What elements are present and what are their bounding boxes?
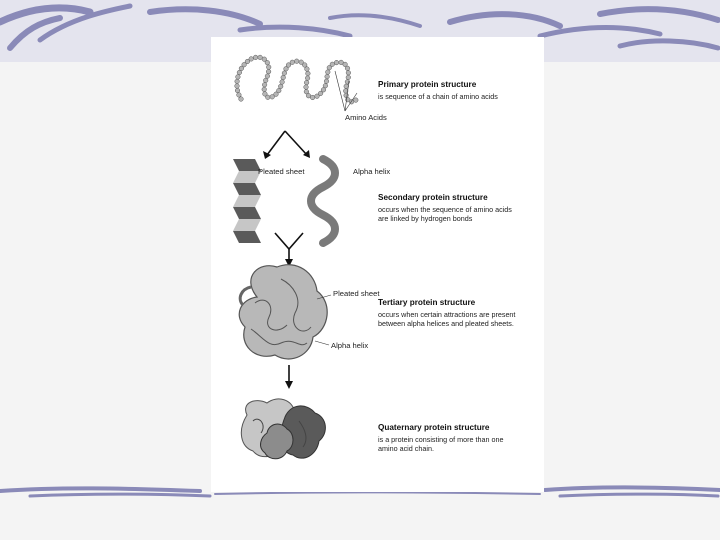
amino-acid-bead	[290, 60, 295, 65]
alpha-helix-label: Alpha helix	[353, 167, 391, 176]
amino-acid-bead	[310, 95, 315, 100]
split-arrows	[267, 131, 307, 155]
alpha-helix	[311, 159, 335, 243]
amino-acid-bead	[237, 93, 242, 98]
amino-acid-bead	[326, 70, 331, 75]
amino-acids-label: Amino Acids	[345, 113, 387, 122]
tertiary-structure-title: Tertiary protein structure	[378, 298, 476, 307]
amino-acid-bead	[334, 60, 339, 65]
pleated-sheet	[233, 159, 261, 243]
tertiary-structure-desc-line1: occurs when certain attractions are present	[378, 310, 516, 319]
amino-acid-bead	[305, 76, 310, 81]
amino-acid-beads	[235, 55, 358, 104]
amino-acid-bead	[236, 75, 241, 80]
amino-acid-bead	[278, 84, 283, 89]
amino-acid-bead	[235, 84, 240, 89]
amino-acid-bead	[354, 98, 359, 103]
primary-structure-title: Primary protein structure	[378, 80, 477, 89]
amino-acid-bead	[325, 74, 330, 79]
amino-acid-bead	[266, 69, 271, 74]
amino-acid-bead	[282, 71, 287, 76]
amino-acid-bead	[304, 85, 309, 90]
quaternary-structure-title: Quaternary protein structure	[378, 423, 490, 432]
amino-acid-bead	[294, 59, 299, 64]
amino-acid-bead	[266, 95, 271, 100]
tertiary-structure	[239, 265, 327, 359]
amino-acid-bead	[344, 93, 349, 98]
tertiary-alpha-helix-label: Alpha helix	[331, 341, 369, 350]
amino-acid-bead	[330, 62, 335, 67]
amino-acid-bead	[323, 83, 328, 88]
quaternary-structure	[241, 399, 325, 459]
amino-acid-bead	[324, 79, 329, 84]
pleated-sheet-label: Pleated sheet	[258, 167, 305, 176]
tertiary-structure-desc-line2: between alpha helices and pleated sheets.	[378, 319, 514, 328]
amino-acid-bead	[346, 75, 351, 80]
amino-acid-bead	[265, 74, 270, 79]
secondary-structure-desc-line1: occurs when the sequence of amino acids	[378, 205, 512, 214]
amino-acid-bead	[345, 66, 350, 71]
protein-structure-figure	[211, 37, 544, 492]
secondary-structure-desc-line2: are linked by hydrogen bonds	[378, 214, 473, 223]
quaternary-structure-desc-line2: amino acid chain.	[378, 444, 434, 453]
amino-acid-chain	[237, 57, 357, 102]
amino-acid-bead	[281, 75, 286, 80]
secondary-structure-title: Secondary protein structure	[378, 193, 488, 202]
amino-acid-bead	[306, 71, 311, 76]
amino-acid-bead	[346, 71, 351, 76]
amino-acid-bead	[266, 65, 271, 70]
amino-acid-bead	[280, 80, 285, 85]
amino-acid-bead	[235, 79, 240, 84]
amino-acid-bead	[258, 55, 263, 60]
amino-acid-bead	[249, 57, 254, 62]
primary-structure-desc: is sequence of a chain of amino acids	[378, 92, 498, 101]
amino-acid-bead	[262, 83, 267, 88]
tertiary-pleated-sheet-label: Pleated sheet	[333, 289, 380, 298]
merge-arrow	[275, 233, 303, 263]
amino-acid-bead	[235, 88, 240, 93]
amino-acid-bead	[305, 67, 310, 72]
amino-acid-bead	[253, 55, 258, 60]
amino-acid-bead	[263, 78, 268, 83]
amino-acid-bead	[262, 87, 267, 92]
quaternary-structure-desc-line1: is a protein consisting of more than one	[378, 435, 504, 444]
amino-acid-bead	[277, 88, 282, 93]
amino-acid-bead	[304, 80, 309, 85]
amino-acid-bead	[265, 60, 270, 65]
